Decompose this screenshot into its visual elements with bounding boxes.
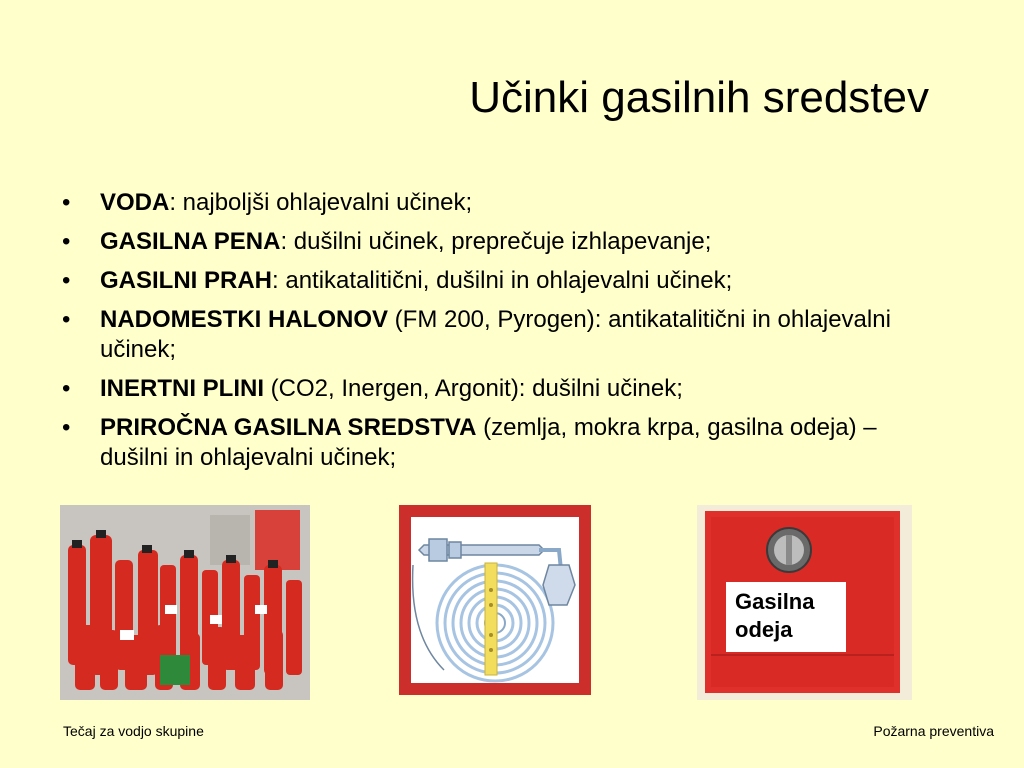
bullet-text: (zemlja, mokra krpa, gasilna odeja) – dušilni in ohlajevalni učinek; <box>100 414 877 471</box>
bullet-term: VODA <box>100 189 170 216</box>
bullet-term: GASILNI PRAH <box>100 267 273 294</box>
bullet-text: : dušilni učinek, preprečuje izhlapevanje; <box>280 228 712 255</box>
fire-extinguishers-photo <box>60 505 310 700</box>
fire-blanket-label: Gasilna odeja <box>726 582 846 652</box>
bullet-item <box>62 227 942 257</box>
bullet-term: NADOMESTKI HALONOV <box>100 306 388 333</box>
bullet-icon: • <box>62 228 71 255</box>
bullet-icon: • <box>62 375 71 402</box>
bullet-term: PRIROČNA GASILNA SREDSTVA <box>100 414 477 441</box>
bullet-text: : najboljši ohlajevalni učinek; <box>169 189 473 216</box>
fire-extinguishers-illustration <box>60 505 310 700</box>
bullet-text: (CO2, Inergen, Argonit): dušilni učinek; <box>264 375 683 402</box>
bullet-icon: • <box>62 306 71 333</box>
bullet-term: INERTNI PLINI <box>100 375 265 402</box>
bullet-icon: • <box>62 267 71 294</box>
bullet-text: (FM 200, Pyrogen): antikatalitični in ohlajevalni učinek; <box>100 306 891 363</box>
bullet-term: GASILNA PENA <box>100 228 281 255</box>
fire-hose-reel-image <box>399 505 591 695</box>
slide-title: Učinki gasilnih sredstev <box>469 73 929 122</box>
bullet-icon: • <box>62 414 71 441</box>
bullet-item <box>62 266 942 296</box>
footer-course-name: Tečaj za vodjo skupine <box>63 723 204 739</box>
bullet-item <box>62 374 942 404</box>
footer-topic: Požarna preventiva <box>873 723 994 739</box>
bullet-item <box>62 188 942 218</box>
bullet-item <box>62 305 942 365</box>
bullet-item <box>62 413 942 473</box>
fire-hose-reel-illustration <box>399 505 591 695</box>
bullet-icon: • <box>62 189 71 216</box>
bullet-text: : antikatalitični, dušilni in ohlajevalni učinek; <box>272 267 733 294</box>
bullet-list <box>62 188 942 482</box>
